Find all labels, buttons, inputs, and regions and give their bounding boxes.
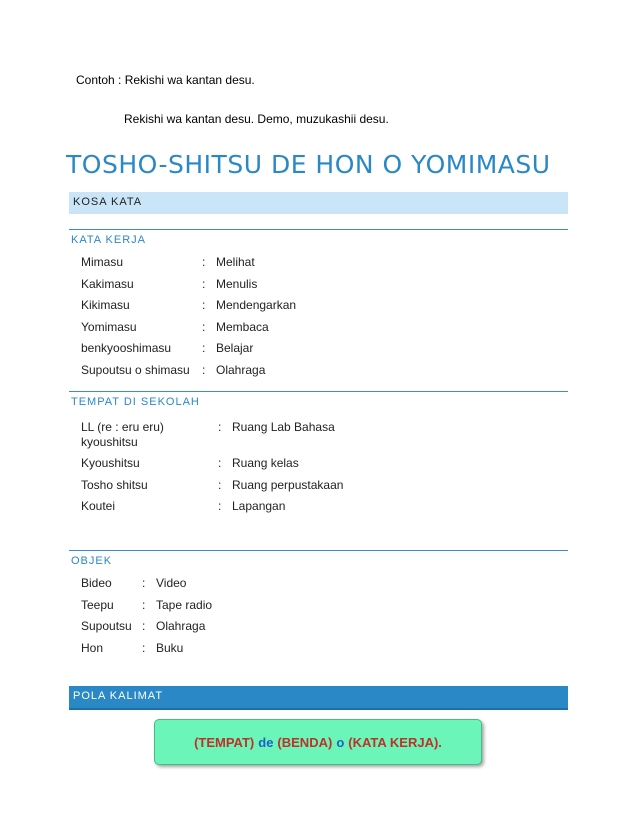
vocab-jp: Supoutsu [81,619,132,633]
vocab-colon: : [142,598,146,612]
tempat-label: TEMPAT DI SEKOLAH [71,396,200,408]
pola-kalimat-label: POLA KALIMAT [73,690,164,702]
pattern-object: (BENDA) [277,734,333,750]
vocab-id: Buku [156,641,184,655]
vocab-jp: Yomimasu [81,320,137,334]
vocab-colon: : [202,320,206,334]
vocab-id: Ruang Lab Bahasa [232,420,335,434]
vocab-jp-cont: kyoushitsu [81,435,138,449]
vocab-colon: : [142,576,146,590]
vocab-jp: benkyooshimasu [81,341,172,355]
vocab-jp: Mimasu [81,255,124,269]
vocab-id: Mendengarkan [216,298,297,312]
vocab-jp: Tosho shitsu [81,478,148,492]
vocab-colon: : [202,277,206,291]
vocab-id: Lapangan [232,499,286,513]
vocab-jp: Supoutsu o shimasu [81,363,190,377]
vocab-colon: : [218,456,222,470]
kosa-kata-label: KOSA KATA [73,196,143,208]
pattern-verb: (KATA KERJA). [348,734,442,750]
vocab-colon: : [142,641,146,655]
vocab-colon: : [218,499,222,513]
example-line-2: Rekishi wa kantan desu. Demo, muzukashii desu. [124,112,389,126]
section-divider [69,550,568,551]
vocab-colon: : [202,363,206,377]
vocab-jp: Kikimasu [81,298,130,312]
vocab-colon: : [202,341,206,355]
vocab-colon: : [202,298,206,312]
vocab-jp: Hon [81,641,104,655]
vocab-id: Ruang perpustakaan [232,478,344,492]
page-title: TOSHO-SHITSU DE HON O YOMIMASU [66,150,551,179]
vocab-colon: : [218,478,222,492]
vocab-id: Membaca [216,320,269,334]
pola-kalimat-header [69,686,568,710]
vocab-id: Olahraga [156,619,206,633]
vocab-jp: Kakimasu [81,277,134,291]
vocab-id: Video [156,576,187,590]
vocab-id: Menulis [216,277,258,291]
vocab-id: Melihat [216,255,255,269]
vocab-jp: Teepu [81,598,114,612]
vocab-jp: LL (re : eru eru) [81,420,164,434]
vocab-colon: : [202,255,206,269]
pattern-particle-de: de [258,734,274,750]
vocab-id: Tape radio [156,598,213,612]
kosa-kata-header [69,192,568,214]
kata-kerja-label: KATA KERJA [71,234,147,246]
section-divider [69,229,568,230]
vocab-jp: Bideo [81,576,112,590]
vocab-jp: Kyoushitsu [81,456,140,470]
vocab-jp: Koutei [81,499,116,513]
pattern-place: (TEMPAT) [194,734,255,750]
section-divider [69,391,568,392]
vocab-colon: : [218,420,222,434]
example-line-1: Contoh : Rekishi wa kantan desu. [76,73,255,87]
vocab-colon: : [142,619,146,633]
vocab-id: Olahraga [216,363,266,377]
objek-label: OBJEK [71,555,113,567]
sentence-pattern-box [154,719,482,765]
vocab-id: Belajar [216,341,254,355]
vocab-id: Ruang kelas [232,456,299,470]
pattern-particle-o: o [336,734,345,750]
